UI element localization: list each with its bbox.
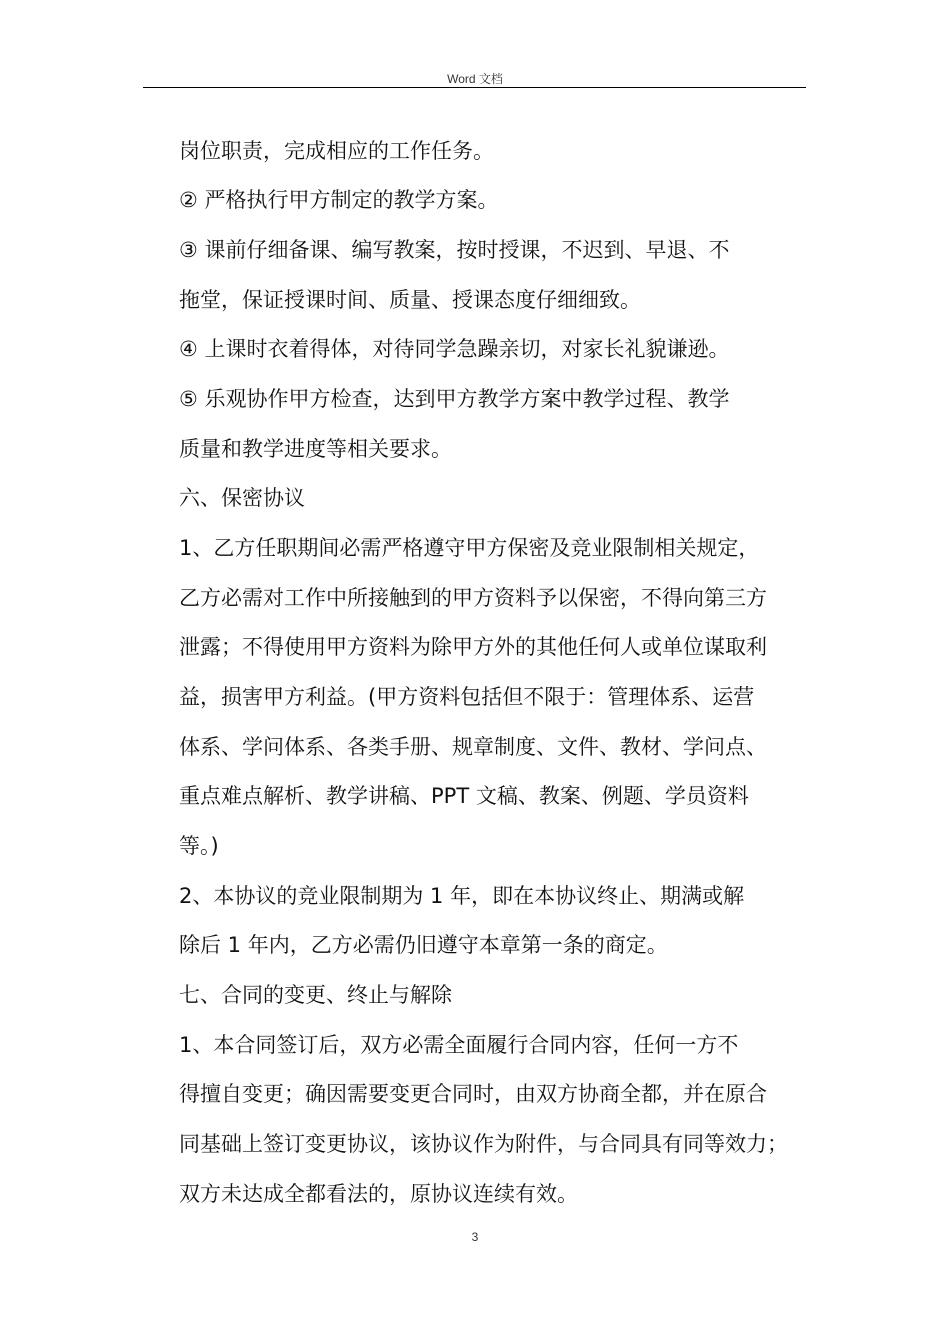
body-line: 岗位职责，完成相应的工作任务。 xyxy=(179,139,494,163)
body-line: 1、乙方任职期间必需严格遵守甲方保密及竞业限制相关规定， xyxy=(179,536,760,560)
body-line: 双方未达成全都看法的，原协议连续有效。 xyxy=(179,1182,578,1206)
header-rule xyxy=(143,87,806,88)
section-heading: 六、保密协议 xyxy=(179,486,305,510)
body-line: 质量和教学进度等相关要求。 xyxy=(179,437,452,461)
body-line: 2、本协议的竞业限制期为 1 年，即在本协议终止、期满或解 xyxy=(179,884,745,908)
body-line: ④ 上课时衣着得体，对待同学急躁亲切，对家长礼貌谦逊。 xyxy=(179,337,730,361)
page-number: 3 xyxy=(471,1230,479,1244)
body-line: 体系、学问体系、各类手册、规章制度、文件、教材、学问点、 xyxy=(179,735,767,759)
body-line: 益，损害甲方利益。(甲方资料包括但不限于：管理体系、运营 xyxy=(179,685,755,709)
body-line: 1、本合同签订后，双方必需全面履行合同内容，任何一方不 xyxy=(179,1033,739,1057)
header-title: Word 文档 xyxy=(447,72,503,86)
body-line: 除后 1 年内，乙方必需仍旧遵守本章第一条的商定。 xyxy=(179,933,668,957)
body-line: ⑤ 乐观协作甲方检查，达到甲方教学方案中教学过程、教学 xyxy=(179,387,730,411)
section-heading: 七、合同的变更、终止与解除 xyxy=(179,983,452,1007)
body-line: 泄露；不得使用甲方资料为除甲方外的其他任何人或单位谋取利 xyxy=(179,635,767,659)
body-line: 得擅自变更；确因需要变更合同时，由双方协商全都，并在原合 xyxy=(179,1082,767,1106)
body-line: ③ 课前仔细备课、编写教案，按时授课，不迟到、早退、不 xyxy=(179,238,730,262)
body-line: 乙方必需对工作中所接触到的甲方资料予以保密，不得向第三方 xyxy=(179,586,767,610)
body-line: ② 严格执行甲方制定的教学方案。 xyxy=(179,188,499,212)
body-line: 同基础上签订变更协议，该协议作为附件，与合同具有同等效力； xyxy=(179,1132,788,1156)
body-line: 重点难点解析、教学讲稿、PPT 文稿、教案、例题、学员资料 xyxy=(179,784,749,808)
body-line: 等。) xyxy=(179,834,219,858)
body-line: 拖堂，保证授课时间、质量、授课态度仔细细致。 xyxy=(179,288,641,312)
